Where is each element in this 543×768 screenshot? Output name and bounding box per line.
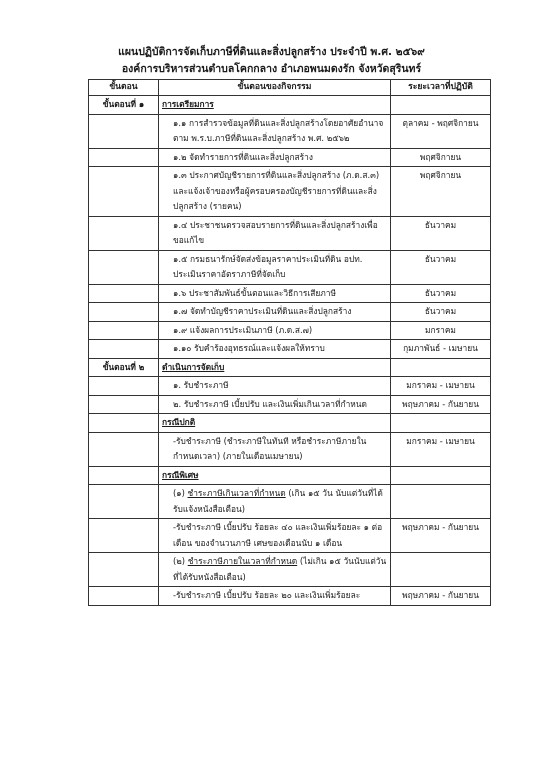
step-cell: ขั้นตอนที่ ๒ <box>89 358 159 377</box>
action-plan-table <box>88 79 491 606</box>
period-cell: พฤศจิกายน <box>391 148 491 167</box>
activity-heading-text: การเตรียมการ <box>162 99 214 109</box>
period-cell <box>391 485 491 519</box>
period-cell <box>391 553 491 587</box>
step-cell: ขั้นตอนที่ ๑ <box>89 96 159 115</box>
period-cell: มกราคม - เมษายน <box>391 377 491 396</box>
step-cell <box>89 216 159 250</box>
table-row <box>89 553 491 587</box>
table-row <box>89 587 491 606</box>
step-cell <box>89 321 159 340</box>
activity-underlined: ชำระภาษีภายในเวลาที่กำหนด <box>187 556 298 566</box>
table-row <box>89 377 491 396</box>
period-cell <box>391 96 491 115</box>
step-cell <box>89 432 159 466</box>
table-row <box>89 114 491 148</box>
table-row <box>89 216 491 250</box>
activity-cell: ๑.๓ ประกาศบัญชีรายการที่ดินและสิ่งปลูกสร้าง (ภ.ด.ส.๓) และแจ้งเจ้าของหรือผู้ครอบครองบัญชีรายการที่ดินและสิ่งปลูกสร้าง (รายคน) <box>159 167 391 217</box>
activity-heading-text: ดำเนินการจัดเก็บ <box>162 361 225 372</box>
step-cell <box>89 485 159 519</box>
table-header-row <box>89 80 491 96</box>
period-cell: มกราคม - เมษายน <box>391 432 491 466</box>
period-cell: ธันวาคม <box>391 250 491 284</box>
activity-underlined: ชำระภาษีเกินเวลาที่กำหนด <box>187 488 286 498</box>
step-cell <box>89 377 159 396</box>
table-row <box>89 303 491 322</box>
activity-cell: ๑.๔ ประชาชนตรวจสอบรายการที่ดินและสิ่งปลูกสร้างเพื่อขอแก้ไข <box>159 216 391 250</box>
activity-heading-text: กรณีปกติ <box>162 417 196 427</box>
activity-cell: -รับชำระภาษี (ชำระภาษีในทันที หรือชำระภาษีภายในกำหนดเวลา) (ภายในเดือนเมษายน) <box>159 432 391 466</box>
table-body <box>89 96 491 606</box>
period-cell <box>391 466 491 485</box>
activity-cell: (๒) ชำระภาษีภายในเวลาที่กำหนด (ไม่เกิน ๑๕ วันนับแต่วันที่ได้รับหนังสือเตือน) <box>159 553 391 587</box>
period-cell: ตุลาคม - พฤศจิกายน <box>391 114 491 148</box>
activity-heading <box>159 466 391 485</box>
document-title <box>0 44 543 78</box>
table-row <box>89 250 491 284</box>
step-cell <box>89 167 159 217</box>
table-row <box>89 358 491 377</box>
activity-cell: ๑.๒ จัดทำรายการที่ดินและสิ่งปลูกสร้าง <box>159 148 391 167</box>
table-row <box>89 466 491 485</box>
activity-cell: ๑.๑๐ รับคำร้องอุทธรณ์และแจ้งผลให้ทราบ <box>159 340 391 359</box>
period-cell: ธันวาคม <box>391 303 491 322</box>
table-row <box>89 395 491 414</box>
period-cell: พฤษภาคม - กันยายน <box>391 395 491 414</box>
activity-cell: ๑. รับชำระภาษี <box>159 377 391 396</box>
step-cell <box>89 553 159 587</box>
activity-cell: ๑.๗ จัดทำบัญชีราคาประเมินที่ดินและสิ่งปลูกสร้าง <box>159 303 391 322</box>
activity-cell: ๒. รับชำระภาษี เบี้ยปรับ และเงินเพิ่มเกินเวลาที่กำหนด <box>159 395 391 414</box>
activity-heading-text: กรณีพิเศษ <box>162 469 199 480</box>
step-cell <box>89 587 159 606</box>
step-cell <box>89 340 159 359</box>
activity-heading <box>159 358 391 377</box>
activity-cell: ๑.๕ กรมธนารักษ์จัดส่งข้อมูลราคาประเมินที่ดิน อปท. ประเมินราคาอัตราภาษีที่จัดเก็บ <box>159 250 391 284</box>
step-cell <box>89 395 159 414</box>
table-row <box>89 340 491 359</box>
step-cell <box>89 284 159 303</box>
activity-cell: ๑.๑ การสำรวจข้อมูลที่ดินและสิ่งปลูกสร้างโดยอาศัยอำนาจตาม พ.ร.บ.ภาษีที่ดินและสิ่งปลูกสร้าง พ.ศ. ๒๕๖๒ <box>159 114 391 148</box>
step-cell <box>89 114 159 148</box>
title-line-1: แผนปฏิบัติการจัดเก็บภาษีที่ดินและสิ่งปลูกสร้าง ประจำปี พ.ศ. ๒๕๖๙ <box>118 46 425 58</box>
period-cell: ธันวาคม <box>391 284 491 303</box>
step-cell <box>89 466 159 485</box>
activity-cell: ๑.๖ ประชาสัมพันธ์ขั้นตอนและวิธีการเสียภาษี <box>159 284 391 303</box>
activity-cell: ๑.๙ แจ้งผลการประเมินภาษี (ภ.ด.ส.๗) <box>159 321 391 340</box>
period-cell: ธันวาคม <box>391 216 491 250</box>
activity-heading <box>159 96 391 115</box>
table-row <box>89 414 491 433</box>
table-row <box>89 432 491 466</box>
activity-cell: -รับชำระภาษี เบี้ยปรับ ร้อยละ ๒๐ และเงินเพิ่มร้อยละ <box>159 587 391 606</box>
table-row <box>89 96 491 115</box>
table-row <box>89 485 491 519</box>
table-row <box>89 167 491 217</box>
step-cell <box>89 250 159 284</box>
period-cell: กุมภาพันธ์ - เมษายน <box>391 340 491 359</box>
step-cell <box>89 414 159 433</box>
period-cell: มกราคม <box>391 321 491 340</box>
activity-heading <box>159 414 391 433</box>
period-cell: พฤศจิกายน <box>391 167 491 217</box>
table-row <box>89 519 491 553</box>
table-row <box>89 148 491 167</box>
step-cell <box>89 148 159 167</box>
activity-cell: (๑) ชำระภาษีเกินเวลาที่กำหนด (เกิน ๑๕ วัน นับแต่วันที่ได้รับแจ้งหนังสือเตือน) <box>159 485 391 519</box>
period-cell <box>391 414 491 433</box>
title-line-2: องค์การบริหารส่วนตำบลโคกกลาง อำเภอพนมดงรัก จังหวัดสุรินทร์ <box>121 63 422 75</box>
header-activity: ขั้นตอนของกิจกรรม <box>159 80 391 96</box>
header-step: ขั้นตอน <box>89 80 159 96</box>
period-cell: พฤษภาคม - กันยายน <box>391 587 491 606</box>
table-row <box>89 284 491 303</box>
table-row <box>89 321 491 340</box>
activity-cell: -รับชำระภาษี เบี้ยปรับ ร้อยละ ๔๐ และเงินเพิ่มร้อยละ ๑ ต่อเดือน ของจำนวนภาษี เศษของเดือนนับ ๑ เดือน <box>159 519 391 553</box>
period-cell: พฤษภาคม - กันยายน <box>391 519 491 553</box>
step-cell <box>89 519 159 553</box>
header-period: ระยะเวลาที่ปฏิบัติ <box>391 80 491 96</box>
step-cell <box>89 303 159 322</box>
period-cell <box>391 358 491 377</box>
